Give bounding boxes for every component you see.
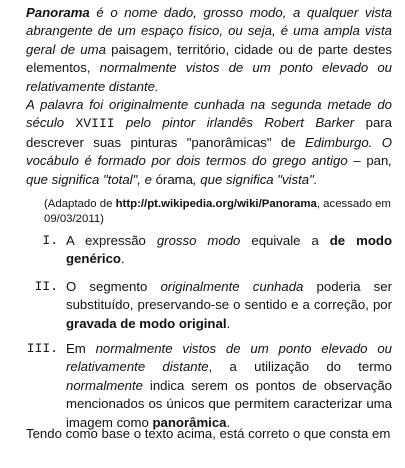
source-prefix: (Adaptado de xyxy=(44,198,116,210)
passage-paragraph-1 xyxy=(26,4,392,96)
statement-text: A expressão xyxy=(66,233,157,248)
statement-text: . xyxy=(226,315,231,331)
greek-term-orama: órama xyxy=(155,171,193,187)
statement-numeral: III. xyxy=(26,341,58,356)
statement-bold: de modo genérico xyxy=(66,233,392,267)
term-panorama: Panorama xyxy=(26,5,90,20)
statement-emphasis: grosso modo xyxy=(156,233,241,248)
passage xyxy=(26,4,392,189)
century-numeral: XVIII xyxy=(75,116,115,132)
passage-text: , a qualquer vista abrangente de um espaço físico, ou seja, é uma ampla vista geral de uma xyxy=(26,5,392,57)
statement-text: Em xyxy=(66,341,96,356)
statement-text: equivale a xyxy=(240,233,330,248)
passage-text-upright: para descrever suas pinturas "panorâmicas" de xyxy=(26,115,392,150)
passage-text: normalmente vistos de um ponto elevado ou relativamente distante. xyxy=(26,60,392,94)
passage-text: grosso modo xyxy=(203,5,283,20)
source-citation xyxy=(44,197,392,227)
statement-numeral: II. xyxy=(34,279,58,294)
passage-text: é o nome dado, xyxy=(89,5,204,20)
statement-text: indica serem os pontos de observação mencionados os únicos que permitem caracterizar uma imagem como xyxy=(66,377,392,430)
statement-numeral: I. xyxy=(42,233,58,248)
statement-emphasis: originalmente cunhada xyxy=(160,279,304,294)
statement-text: poderia ser substituído, preservando-se o sentido e a correção, por xyxy=(66,279,392,313)
city-name: Edimburgo xyxy=(304,134,369,150)
passage-text: pelo pintor irlandês xyxy=(114,115,265,131)
statement-emphasis: normalmente xyxy=(66,377,143,393)
question-prompt xyxy=(26,425,392,443)
passage-text: A palavra foi originalmente cunhada na segunda metade do século xyxy=(26,97,392,131)
question-prompt-text: Tendo como base o texto acima, está correto o que consta em xyxy=(26,426,391,441)
statement-emphasis: normalmente vistos de um ponto elevado ou relativamente distante xyxy=(66,341,392,375)
statement-text: O segmento xyxy=(66,279,161,294)
statement-text: . xyxy=(120,251,125,267)
passage-text: , que significa "total", e xyxy=(26,153,392,187)
source-url: http://pt.wikipedia.org/wiki/Panorama xyxy=(115,198,317,210)
painter-name: Robert Barker xyxy=(264,115,355,131)
passage-paragraph-2 xyxy=(26,96,392,189)
passage-text: . O vocábulo é formado por dois termos do grego antigo – xyxy=(26,134,392,169)
passage-text-upright: paisagem, território, cidade ou de parte destes elementos, xyxy=(26,41,393,76)
passage-text: , que significa "vista". xyxy=(192,171,318,187)
statement-bold: gravada de modo original xyxy=(66,315,227,331)
greek-term-pan: pan xyxy=(366,153,389,169)
source-suffix: , acessado em 09/03/2011) xyxy=(44,198,391,225)
statement-text: . xyxy=(226,414,231,430)
statement-text: , a utilização do termo xyxy=(208,359,392,375)
statement-bold: panorâmica xyxy=(152,414,227,430)
